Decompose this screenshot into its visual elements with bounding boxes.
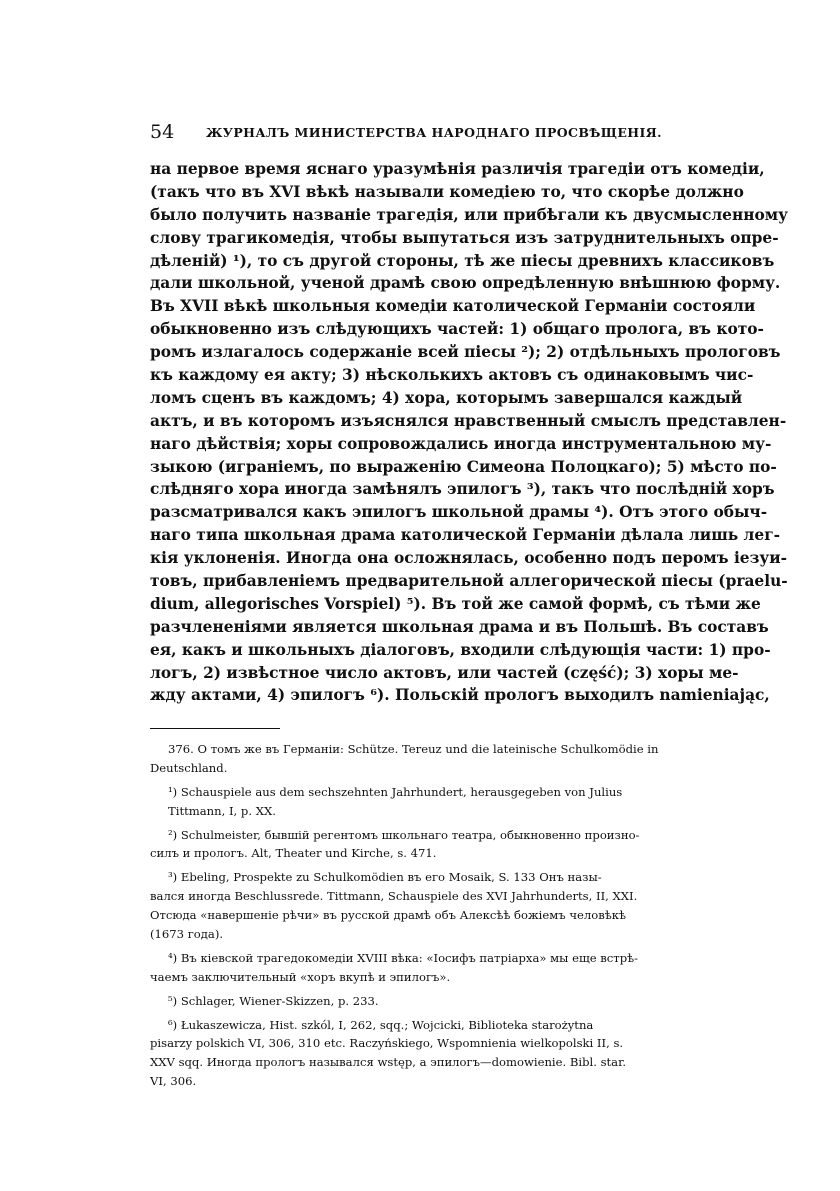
text-line: дѣленій) ¹), то съ другой стороны, тѣ же піесы древнихъ классиковъ — [150, 251, 775, 270]
text-line: зыкою (играніемъ, по выраженію Симеона Полоцкаго); 5) мѣсто по- — [150, 457, 777, 476]
text-line: ея, какъ и школьныхъ діалоговъ, входили слѣдующія части: 1) про- — [150, 640, 771, 659]
footnote-line: ⁴) Въ кіевской трагедокомедіи XVIII вѣка: «Іосифъ патріарха» мы еще встрѣ- — [168, 950, 639, 965]
text-line: слову трагикомедія, чтобы выпутаться изъ затруднительныхъ опре- — [150, 228, 779, 247]
text-line: dium, allegorisches Vorspiel) ⁵). Въ той же самой формѣ, съ тѣми же — [150, 594, 761, 613]
page-number: 54 — [150, 121, 175, 143]
footnote-line: чаемъ заключительный «хоръ вкупѣ и эпилогъ». — [150, 969, 451, 984]
footnote-376 — [150, 740, 690, 778]
footnote-line: 376. О томъ же въ Германіи: Schütze. Tereuz und die lateinische Schulkomödie in — [168, 742, 659, 756]
text-line: товъ, прибавленіемъ предварительной аллегорической піесы (praelu- — [150, 572, 788, 591]
footnote-line: XXV sqq. Иногда прологъ назывался wstęp, а эпилогъ—domowienie. Bibl. star. — [150, 1055, 627, 1070]
text-line: на первое время яснаго уразумѣнія различія трагедіи отъ комедіи, — [150, 160, 765, 178]
footnote-line: ²) Schulmeister, бывшій регентомъ школьнаго театра, обыкновенно произно- — [168, 827, 640, 842]
footnote-line: силъ и прологъ. Alt, Theater und Kirche, s. 471. — [150, 846, 437, 861]
footnote-line: Deutschland. — [150, 760, 228, 775]
footnote-line: вался иногда Beschlussrede. Tittmann, Schauspiele des XVI Jahrhunderts, II, XXI. — [150, 889, 638, 904]
text-line: дали школьной, ученой драмѣ свою опредѣленную внѣшнюю форму. — [150, 274, 781, 293]
footnote-divider — [150, 728, 280, 729]
text-line: кія уклоненія. Иногда она осложнялась, особенно подъ перомъ іезуи- — [150, 549, 788, 568]
running-title: ЖУРНАЛЪ МИНИСТЕРСТВА НАРОДНАГО ПРОСВѢЩЕНІЯ. — [206, 125, 662, 140]
footnote-line: ⁶) Łukaszewicza, Hist. szkól, I, 262, sqq.; Wojcicki, Biblioteka starożytna — [168, 1017, 594, 1032]
footnote-1 — [150, 783, 690, 821]
text-line: (такъ что въ XVI вѣкѣ называли комедіею то, что скорѣе должно — [150, 182, 744, 201]
text-line: наго типа школьная драма католической Германіи дѣлала лишь лег- — [150, 526, 781, 545]
footnote-line: pisarzy polskich VI, 306, 310 etc. Raczyńskiego, Wspomnienia wielkopolski II, s. — [150, 1036, 624, 1051]
text-line: логъ, 2) извѣстное число актовъ, или частей (część); 3) хоры ме- — [150, 663, 739, 682]
footnote-line: (1673 года). — [150, 927, 224, 942]
footnote-2 — [150, 826, 690, 864]
text-line: ромъ излагалось содержаніе всей піесы ²); 2) отдѣльныхъ прологовъ — [150, 343, 781, 362]
main-text — [150, 158, 788, 707]
text-line: наго дѣйствія; хоры сопровождались иногда инструментальною му- — [150, 434, 772, 453]
text-line: разсматривался какъ эпилогъ школьной драмы ⁴). Отъ этого обыч- — [150, 503, 768, 522]
text-line: актъ, и въ которомъ изъяснялся нравственный смыслъ представлен- — [150, 411, 787, 430]
footnote-line: VI, 306. — [150, 1074, 197, 1089]
footnote-6 — [150, 1016, 690, 1092]
footnote-line: Tittmann, I, p. XX. — [168, 803, 276, 818]
footnote-line: ¹) Schauspiele aus dem sechszehnten Jahrhundert, herausgegeben von Julius — [168, 784, 623, 799]
footnote-line: ⁵) Schlager, Wiener-Skizzen, p. 233. — [168, 993, 379, 1008]
text-line: Въ XVII вѣкѣ школьныя комедіи католической Германіи состояли — [150, 297, 756, 316]
text-line: обыкновенно изъ слѣдующихъ частей: 1) общаго пролога, въ кото- — [150, 320, 764, 339]
page-header — [150, 121, 690, 143]
footnote-line: Отсюда «навершеніе рѣчи» въ русской драмѣ объ Алексѣѣ божіемъ человѣкѣ — [150, 908, 626, 923]
footnotes — [150, 740, 690, 1091]
text-line: слѣдняго хора иногда замѣнялъ эпилогъ ³), такъ что послѣдній хоръ — [150, 480, 775, 499]
footnote-4 — [150, 949, 690, 987]
text-line: ломъ сценъ въ каждомъ; 4) хора, которымъ завершался каждый — [150, 388, 743, 407]
text-line: было получить названіе трагедія, или прибѣгали къ двусмысленному — [150, 205, 788, 224]
text-line: къ каждому ея акту; 3) нѣсколькихъ актовъ съ одинаковымъ чис- — [150, 366, 754, 385]
text-line: жду актами, 4) эпилогъ ⁶). Польскій прологъ выходилъ namieniając, — [150, 686, 770, 705]
footnote-3 — [150, 868, 690, 944]
text-line: разчлененіями является школьная драма и въ Польшѣ. Въ составъ — [150, 617, 769, 636]
footnote-5 — [150, 992, 690, 1011]
footnote-line: ³) Ebeling, Prospekte zu Schulkomödien въ его Mosaik, S. 133 Онъ назы- — [168, 870, 602, 885]
